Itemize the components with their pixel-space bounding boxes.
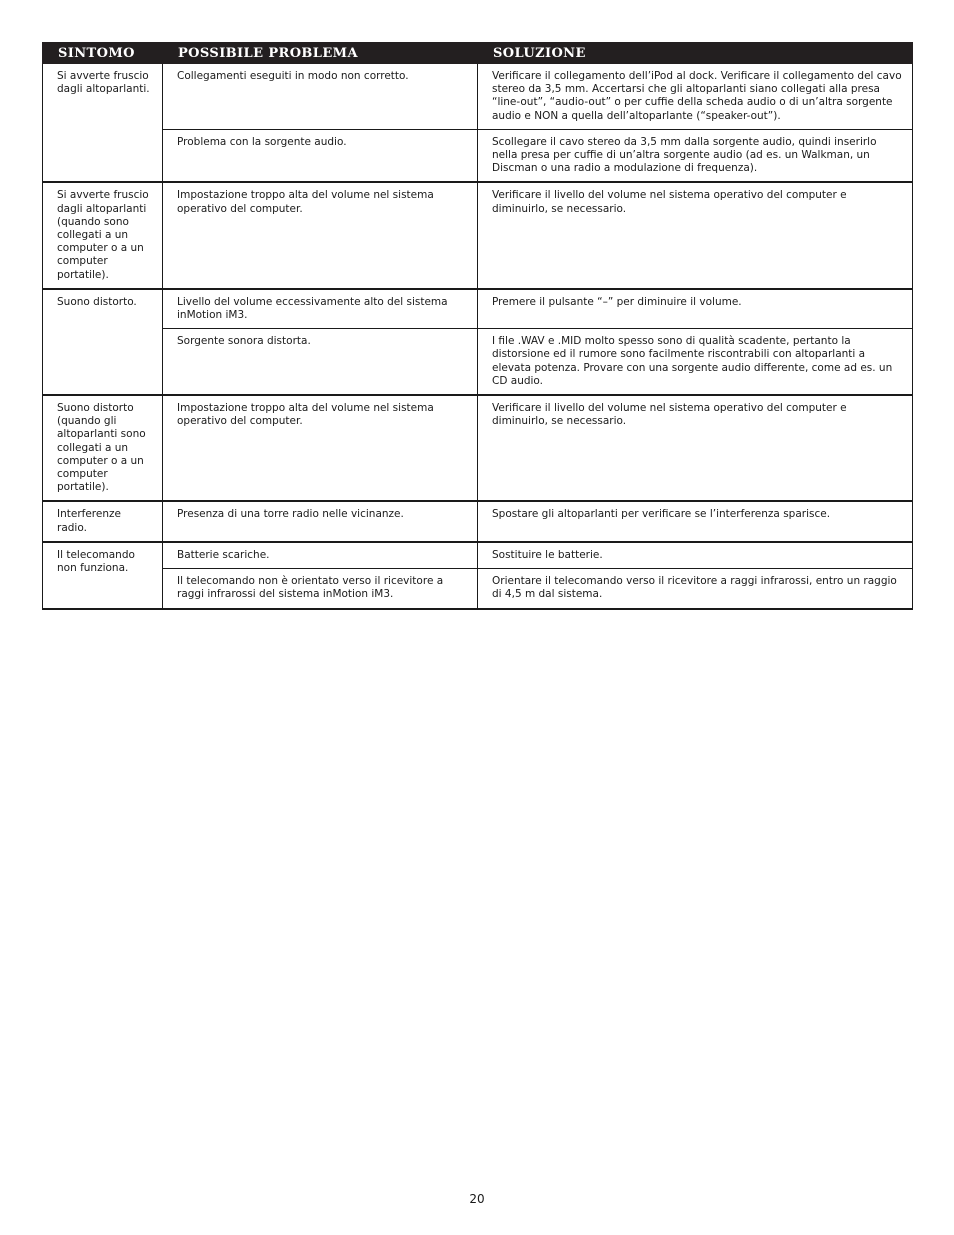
symptom-cell: Interferenze radio. [43,501,163,541]
problem-cell: Batterie scariche. [163,542,478,569]
table-row [43,64,913,129]
table-body [43,64,913,609]
table-row [43,501,913,541]
table-row [43,569,913,609]
problem-cell: Presenza di una torre radio nelle vicinanze. [163,501,478,541]
page-number: 20 [469,1192,485,1206]
table-row [43,129,913,182]
problem-cell: Problema con la sorgente audio. [163,129,478,182]
header-possibile-problema: POSSIBILE PROBLEMA [163,42,478,64]
problem-cell: Livello del volume eccessivamente alto del sistema inMotion iM3. [163,289,478,329]
solution-cell: Premere il pulsante “–” per diminuire il volume. [478,289,913,329]
symptom-cell: Suono distorto (quando gli altoparlanti sono collegati a un computer o a un computer portatile). [43,395,163,501]
header-sintomo: SINTOMO [43,42,163,64]
problem-cell: Sorgente sonora distorta. [163,329,478,395]
problem-cell: Il telecomando non è orientato verso il ricevitore a raggi infrarossi del sistema inMotion iM3. [163,569,478,609]
problem-cell: Impostazione troppo alta del volume nel sistema operativo del computer. [163,395,478,501]
table-row [43,289,913,329]
troubleshooting-table [42,42,913,610]
table-row [43,542,913,569]
table-row [43,329,913,395]
symptom-cell: Suono distorto. [43,289,163,395]
solution-cell: Sostituire le batterie. [478,542,913,569]
problem-cell: Collegamenti eseguiti in modo non corretto. [163,64,478,129]
solution-cell: Verificare il collegamento dell’iPod al dock. Verificare il collegamento del cavo stereo da 3,5 mm. Accertarsi che gli altoparlanti siano collegati alla presa “line-out”, “audio-out” o per cuffie della scheda audio o di un’altra sorgente audio e NON a quella dell’altoparlante (“speaker-out”). [478,64,913,129]
solution-cell: Spostare gli altoparlanti per verificare se l’interferenza sparisce. [478,501,913,541]
solution-cell: Verificare il livello del volume nel sistema operativo del computer e diminuirlo, se necessario. [478,395,913,501]
table-row [43,395,913,501]
table-row [43,182,913,288]
solution-cell: I file .WAV e .MID molto spesso sono di qualità scadente, pertanto la distorsione ed il rumore sono facilmente riscontrabili con altoparlanti a elevata potenza. Provare con una sorgente audio differente, come ad es. un CD audio. [478,329,913,395]
symptom-cell: Si avverte fruscio dagli altoparlanti. [43,64,163,182]
problem-cell: Impostazione troppo alta del volume nel sistema operativo del computer. [163,182,478,288]
table-header [43,42,913,64]
header-soluzione: SOLUZIONE [478,42,913,64]
symptom-cell: Si avverte fruscio dagli altoparlanti (quando sono collegati a un computer o a un computer portatile). [43,182,163,288]
symptom-cell: Il telecomando non funziona. [43,542,163,609]
solution-cell: Scollegare il cavo stereo da 3,5 mm dalla sorgente audio, quindi inserirlo nella presa per cuffie di un’altra sorgente audio (ad es. un Walkman, un Discman o una radio a modulazione di frequenza). [478,129,913,182]
solution-cell: Verificare il livello del volume nel sistema operativo del computer e diminuirlo, se necessario. [478,182,913,288]
solution-cell: Orientare il telecomando verso il ricevitore a raggi infrarossi, entro un raggio di 4,5 m dal sistema. [478,569,913,609]
